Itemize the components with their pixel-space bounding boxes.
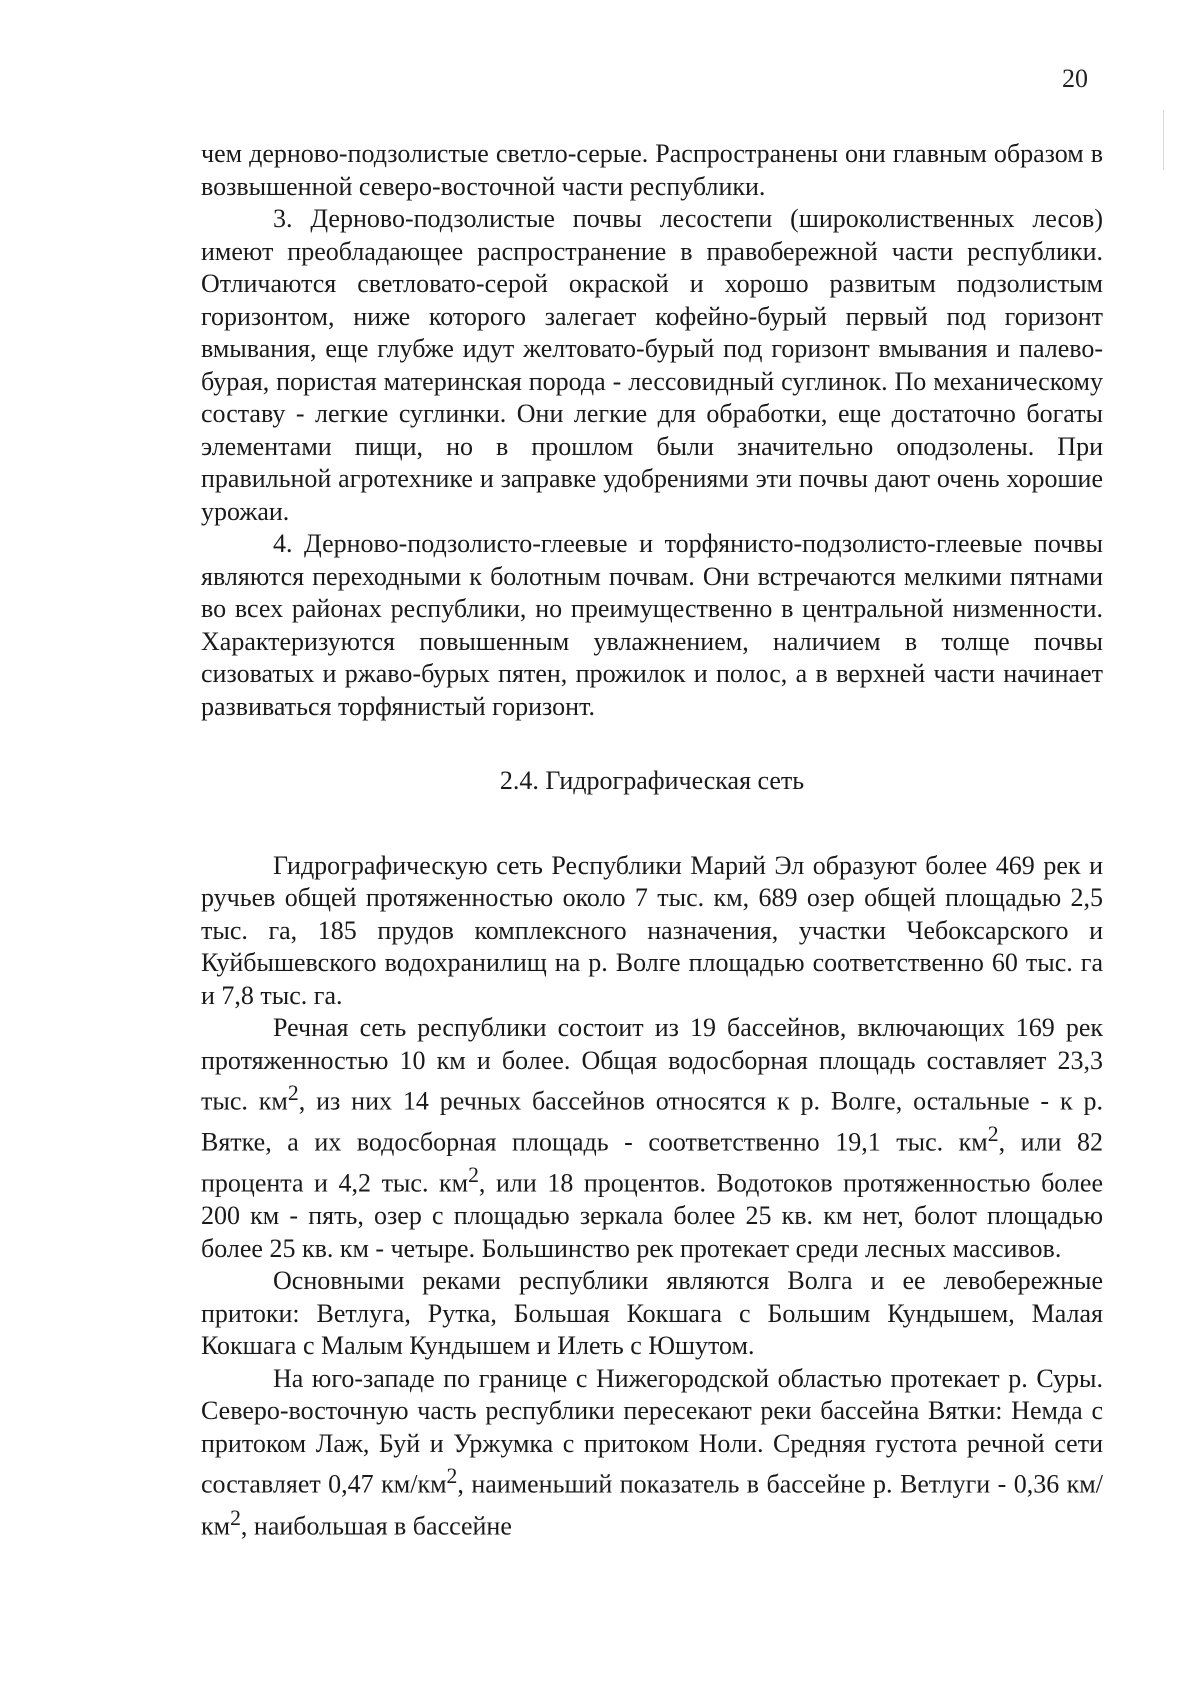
text-run: На юго-западе по границе с Нижегородской областью протекает р. Суры. Северо-восточную часть республики пересекают реки бассейна Вятки: Немда с притоком Лаж, Буй и Уржумка с притоком Ноли. Средняя густота речной сети составляет 0,47 км/км xyxy=(201,1363,1103,1500)
section-heading: 2.4. Гидрографическая сеть xyxy=(499,766,805,795)
text-run: , наибольшая в бассейне xyxy=(240,1511,512,1541)
paragraph-southwest-rivers xyxy=(201,1363,1103,1543)
text-run: Речная сеть республики состоит из 19 бассейнов, включающих 169 рек протяженностью 10 км и более. Общая водосборная площадь составляет 23,3 тыс. км xyxy=(201,1013,1103,1116)
paragraph-main-rivers: Основными реками республики являются Волга и ее левобережные притоки: Ветлуга, Рутка, Большая Кокшага с Большим Кундышем, Малая Кокшага с Малым Кундышем и Илеть с Юшутом. xyxy=(201,1266,1103,1361)
superscript: 2 xyxy=(446,1464,458,1489)
paragraph-hydro-network: Гидрографическую сеть Республики Марий Эл образуют более 469 рек и ручьев общей протяженностью около 7 тыс. км, 689 озер общей площадью 2,5 тыс. га, 185 прудов комплексного назначения, участки Чебоксарского и Куйбышевского водохранилищ на р. Волге площадью соответственно 60 тыс. га и 7,8 тыс. га. xyxy=(201,850,1103,1010)
text-run: , наименьший показатель в бассейне р. Ветлуги - 0,36 км/км xyxy=(201,1470,1103,1541)
text-run: , или 82 процента и 4,2 тыс. км xyxy=(201,1127,1103,1198)
text-run: , из них 14 речных бассейнов относятся к р. Волге, остальные - к р. Вятке, а их водосборная площадь - соответственно 19,1 тыс. км xyxy=(201,1086,1103,1157)
superscript: 2 xyxy=(468,1163,479,1188)
superscript: 2 xyxy=(287,1081,299,1105)
text-run: , или 18 процентов. Водотоков протяженностью более 200 км - пять, озер с площадью зеркала более 25 кв. км нет, болот площадью более 25 кв. км - четыре. Большинство рек протекает среди лесных массивов. xyxy=(201,1168,1104,1263)
superscript: 2 xyxy=(230,1505,241,1530)
page-body xyxy=(201,138,1103,1543)
paragraph-soil-type-3: 3. Дерново-подзолистые почвы лесостепи (широколиственных лесов) имеют преобладающее распространение в правобережной части республики. Отличаются светловато-серой окраской и хорошо развитым подзолистым горизонтом, ниже которого залегает кофейно-бурый первый под горизонт вмывания, еще глубже идут желтовато-бурый под горизонт вмывания и палево-бурая, пористая материнская порода - лессовидный суглинок. По механическому составу - легкие суглинки. Они легкие для обработки, еще достаточно богаты элементами пищи, но в прошлом были значительно оподзолены. При правильной агротехнике и заправке удобрениями эти почвы дают очень хорошие урожаи. xyxy=(201,204,1103,526)
paragraph-soil-type-4: 4. Дерново-подзолисто-глеевые и торфянисто-подзолисто-глеевые почвы являются переходными к болотным почвам. Они встречаются мелкими пятнами во всех районах республики, но преимущественно в центральной низменности. Характеризуются повышенным увлажнением, наличием в толще почвы сизоватых и ржаво-бурых пятен, прожилок и полос, а в верхней части начинает развиваться торфянистый горизонт. xyxy=(201,529,1103,721)
page-number: 20 xyxy=(1062,64,1088,93)
paragraph-river-network xyxy=(201,1012,1103,1265)
paragraph-continuation: чем дерново-подзолистые светло-серые. Распространены они главным образом в возвышенной северо-восточной части республики. xyxy=(201,139,1103,201)
superscript: 2 xyxy=(987,1122,999,1147)
scan-edge-mark xyxy=(1163,110,1164,170)
